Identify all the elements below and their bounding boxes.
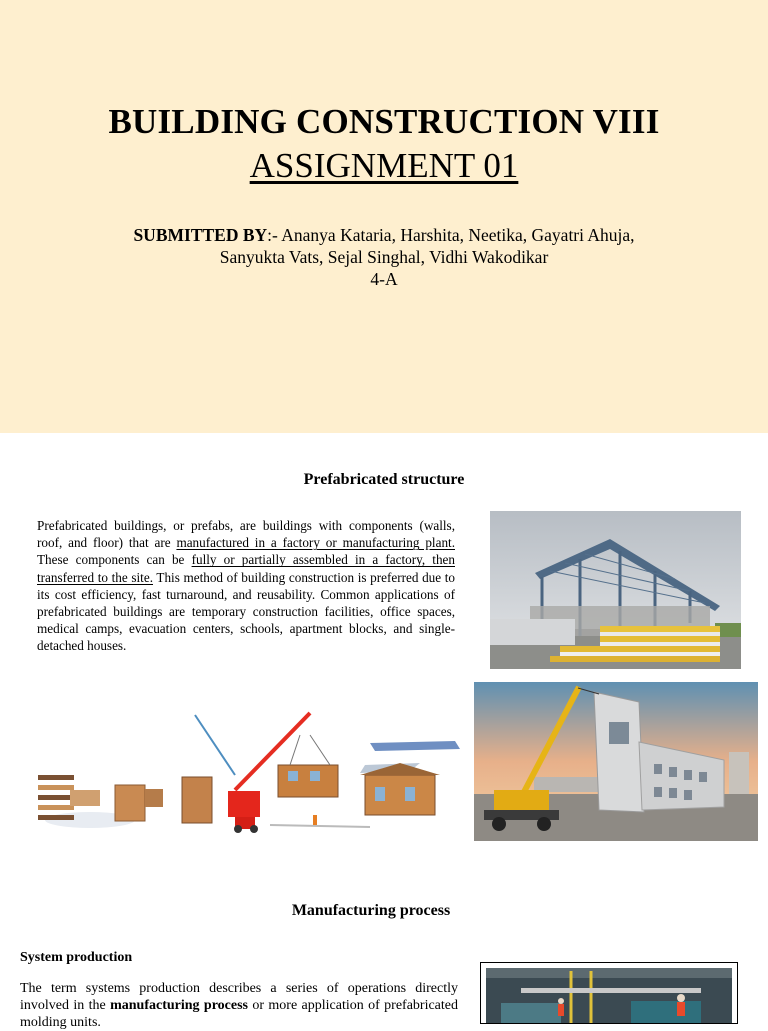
underline-factory: manufactured in a factory or manufacturing plant.: [176, 535, 455, 551]
system-production-paragraph: The term systems production describes a series of operations directly involved in the manufacturing process or more application of prefabricated molding units.: [20, 981, 458, 1030]
prefab-paragraph: Prefabricated buildings, or prefabs, are buildings with components (walls, roof, and floor) that are manufactured in a factory or manufacturing plant. These components can be fully or partially assembled in a factory, then transferred to the site. This method of building construction is preferred due to its cost efficiency, fast turnaround, and reusability. Common applications of prefabricated buildings are temporary construction facilities, office spaces, medical camps, evacuation centers, schools, apartment blocks, and single-detached houses.: [37, 518, 456, 654]
submitted-sep: :-: [267, 225, 282, 245]
submitted-by: [60, 224, 708, 290]
cover-subtitle: [0, 146, 768, 186]
system-production-heading: System production: [20, 950, 133, 965]
modular-assembly-illustration: [30, 705, 462, 841]
manufacturing-process-bold: manufacturing process: [110, 998, 249, 1013]
manufacturing-heading: Manufacturing process: [291, 902, 451, 919]
factory-photo: [480, 962, 738, 1024]
cover-page: [0, 0, 768, 433]
submitted-label: SUBMITTED BY: [133, 225, 268, 245]
crane-precast-photo: [474, 682, 758, 841]
section-label: 4-A: [370, 269, 398, 289]
prefab-heading: Prefabricated structure: [303, 471, 465, 488]
cover-title: BUILDING CONSTRUCTION VIII: [108, 102, 660, 141]
authors-line-2: Sanyukta Vats, Sejal Singhal, Vidhi Wakodikar: [219, 247, 549, 267]
steel-frame-photo: [490, 511, 741, 669]
underline-assembled: fully or partially assembled in a factory, then transferred to the site.: [37, 552, 455, 585]
assignment-label: ASSIGNMENT 01: [249, 146, 519, 185]
authors-line-1: Ananya Kataria, Harshita, Neetika, Gayatri Ahuja,: [281, 225, 635, 245]
